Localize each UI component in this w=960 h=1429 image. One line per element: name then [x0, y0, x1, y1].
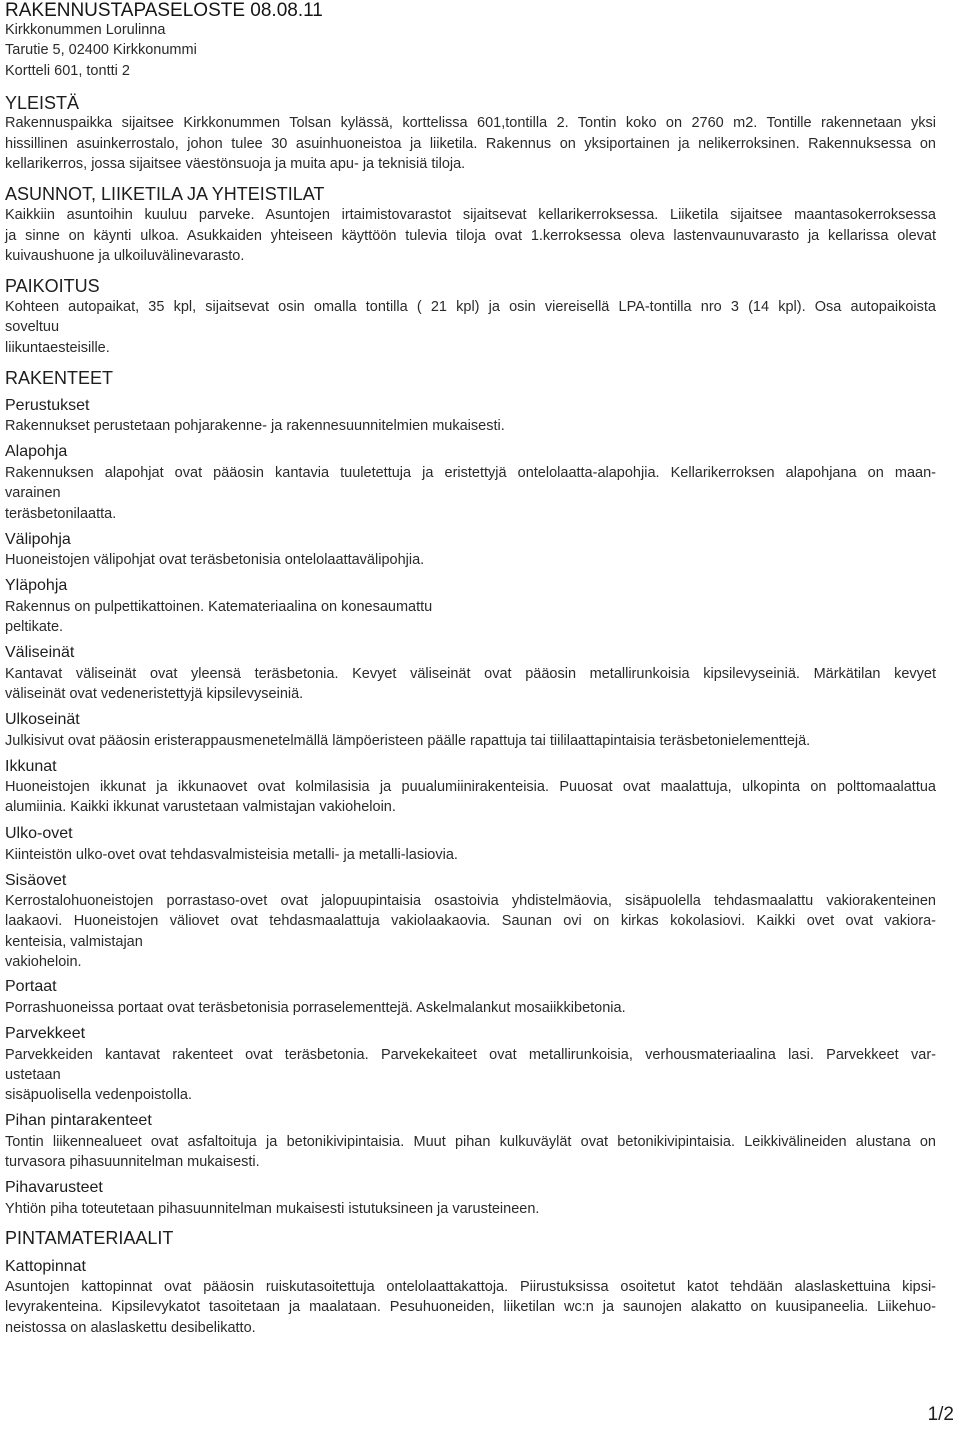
paragraph-line: Huoneistojen välipohjat ovat teräsbetonisia ontelolaattavälipohjia.	[5, 552, 425, 568]
subheading-sisaovet: Sisäovet	[5, 872, 67, 889]
paragraph-line: levyrakenteina. Kipsilevykatot tasoitetaan ja maalataan. Pesuhuoneiden, liiketilan wc:n ja saunojen alakatto on kuusipaneelia. Liikehuo-	[5, 1299, 936, 1315]
paragraph-line: väliseinät ovat vedeneristettyjä kipsilevyseiniä.	[5, 686, 304, 702]
section-heading-asunnot: ASUNNOT, LIIKETILA JA YHTEISTILAT	[5, 184, 325, 204]
paragraph-line: kenteisia, valmistajan	[5, 934, 143, 950]
document-title: RAKENNUSTAPASELOSTE 08.08.11	[5, 0, 323, 21]
paragraph-line: Julkisivut ovat pääosin eristerappausmenetelmällä lämpöeristeen päälle rapattuja tai tiililaattapintaisia teräsbetonielementtejä.	[5, 733, 811, 749]
subheading-perustukset: Perustukset	[5, 397, 90, 414]
paragraph-line: soveltuu	[5, 319, 60, 335]
paragraph-line: sisäpuolisella vedenpoistolla.	[5, 1087, 193, 1103]
property-name: Kirkkonummen Lorulinna	[5, 22, 166, 38]
paragraph-line: laakaovi. Huoneistojen väliovet ovat tehdasmaalattuja vakiolaakaovia. Saunan ovi on kirkas kokolasiovi. Kaikki ovet ovat vakiora-	[5, 913, 936, 929]
subheading-parvekkeet: Parvekkeet	[5, 1025, 86, 1042]
paragraph-line: Kaikkiin asuntoihin kuuluu parveke. Asuntojen irtaimistovarastot sijaitsevat kellarikerroksessa. Liiketila sijaitsee maantasokerroksessa	[5, 207, 936, 223]
subheading-valiseinat: Väliseinät	[5, 644, 75, 661]
paragraph-line: Kantavat väliseinät ovat yleensä teräsbetonia. Kevyet väliseinät ovat pääosin metallirunkoisia kipsilevyseiniä. Märkätilan kevyet	[5, 666, 936, 682]
paragraph-line: ja sinne on käynti ulkoa. Asukkaiden yhteiseen käyttöön tulevia tiloja ovat 1.kerroksessa oleva lastenvaunuvarasto ja kellarissa olevat	[5, 228, 936, 244]
paragraph-line: Kohteen autopaikat, 35 kpl, sijaitsevat osin omalla tontilla ( 21 kpl) ja osin viereisellä LPA-tontilla nro 3 (14 kpl). Osa autopaikoista	[5, 299, 936, 315]
paragraph-line: neistossa on alaslaskettu desibelikatto.	[5, 1320, 256, 1336]
subheading-kattopinnat: Kattopinnat	[5, 1258, 86, 1275]
subheading-pihan-pintarakenteet: Pihan pintarakenteet	[5, 1112, 152, 1129]
paragraph-line: hissillinen asuinkerrostalo, johon tulee 30 asuinhuoneistoa ja liiketila. Rakennus on yksiportainen ja nelikerroksinen. Rakennuksessa on	[5, 136, 936, 152]
section-heading-rakenteet: RAKENTEET	[5, 368, 114, 388]
section-heading-pintamateriaalit: PINTAMATERIAALIT	[5, 1228, 174, 1248]
paragraph-line: Yhtiön piha toteutetaan pihasuunnitelman mukaisesti istutuksineen ja varusteineen.	[5, 1201, 540, 1217]
subheading-alapohja: Alapohja	[5, 443, 68, 460]
paragraph-line: Tontin liikennealueet ovat asfaltoituja ja betonikivipintaisia. Muut pihan kulkuväylät ovat betonikivipintaisia. Leikkivälineiden alustana on	[5, 1134, 936, 1150]
paragraph-line: kellarikerros, jossa sijaitsee väestönsuoja ja muita apu- ja teknisiä tiloja.	[5, 156, 466, 172]
paragraph-line: Huoneistojen ikkunat ja ikkunaovet ovat kolmilasisia ja puualumiinirakenteisia. Puuosat ovat maalattuja, ulkopinta on polttomaalattua	[5, 779, 936, 795]
paragraph-line: Rakennuksen alapohjat ovat pääosin kantavia tuuletettuja ja eristettyjä ontelolaatta-alapohjia. Kellarikerroksen alapohjana on maan-	[5, 465, 936, 481]
block-plot: Kortteli 601, tontti 2	[5, 63, 130, 79]
subheading-ulko-ovet: Ulko-ovet	[5, 825, 73, 842]
paragraph-line: turvasora pihasuunnitelman mukaisesti.	[5, 1154, 260, 1170]
paragraph-line: Asuntojen kattopinnat ovat pääosin ruiskutasoitettuja ontelolaattakattoja. Piirustuksissa osoitetut katot tehdään alaslaskettuina kipsi-	[5, 1279, 936, 1295]
subheading-valipohja: Välipohja	[5, 531, 71, 548]
paragraph-line: teräsbetonilaatta.	[5, 506, 117, 522]
property-address: Tarutie 5, 02400 Kirkkonummi	[5, 42, 197, 58]
subheading-pihavarusteet: Pihavarusteet	[5, 1179, 103, 1196]
paragraph-line: ustetaan	[5, 1067, 61, 1083]
paragraph-line: varainen	[5, 485, 61, 501]
paragraph-line: Rakennukset perustetaan pohjarakenne- ja rakennesuunnitelmien mukaisesti.	[5, 418, 505, 434]
paragraph-line: kuivaushuone ja ulkoiluvälinevarasto.	[5, 248, 245, 264]
paragraph-line: vakioheloin.	[5, 954, 82, 970]
section-heading-paikoitus: PAIKOITUS	[5, 276, 100, 296]
paragraph-line: Rakennuspaikka sijaitsee Kirkkonummen Tolsan kylässä, korttelissa 601,tontilla 2. Tontin koko on 2760 m2. Tontille rakennetaan yksi	[5, 115, 936, 131]
paragraph-line: Parvekkeiden kantavat rakenteet ovat teräsbetonia. Parvekekaiteet ovat metallirunkoisia, verhousmateriaalina lasi. Parvekkeet var-	[5, 1047, 936, 1063]
paragraph-line: Rakennus on pulpettikattoinen. Katemateriaalina on konesaumattu	[5, 599, 433, 615]
subheading-ulkoseinat: Ulkoseinät	[5, 711, 80, 728]
section-heading-yleista: YLEISTÄ	[5, 93, 80, 113]
paragraph-line: alumiinia. Kaikki ikkunat varustetaan valmistajan vakioheloin.	[5, 799, 396, 815]
subheading-ikkunat: Ikkunat	[5, 758, 57, 775]
page-number: 1/2	[927, 1404, 954, 1425]
subheading-portaat: Portaat	[5, 978, 57, 995]
paragraph-line: Kiinteistön ulko-ovet ovat tehdasvalmisteisia metalli- ja metalli-lasiovia.	[5, 847, 458, 863]
paragraph-line: Kerrostalohuoneistojen porrastaso-ovet ovat jalopuupintaisia osastoivia yhdistelmäovia, sisäpuolella tehdasmaalattu vakiorakenteinen	[5, 893, 936, 909]
paragraph-line: Porrashuoneissa portaat ovat teräsbetonisia porraselementtejä. Askelmalankut mosaiikkibetonia.	[5, 1000, 626, 1016]
paragraph-line: liikuntaesteisille.	[5, 340, 110, 356]
paragraph-line: peltikate.	[5, 619, 64, 635]
subheading-ylapohja: Yläpohja	[5, 577, 68, 594]
